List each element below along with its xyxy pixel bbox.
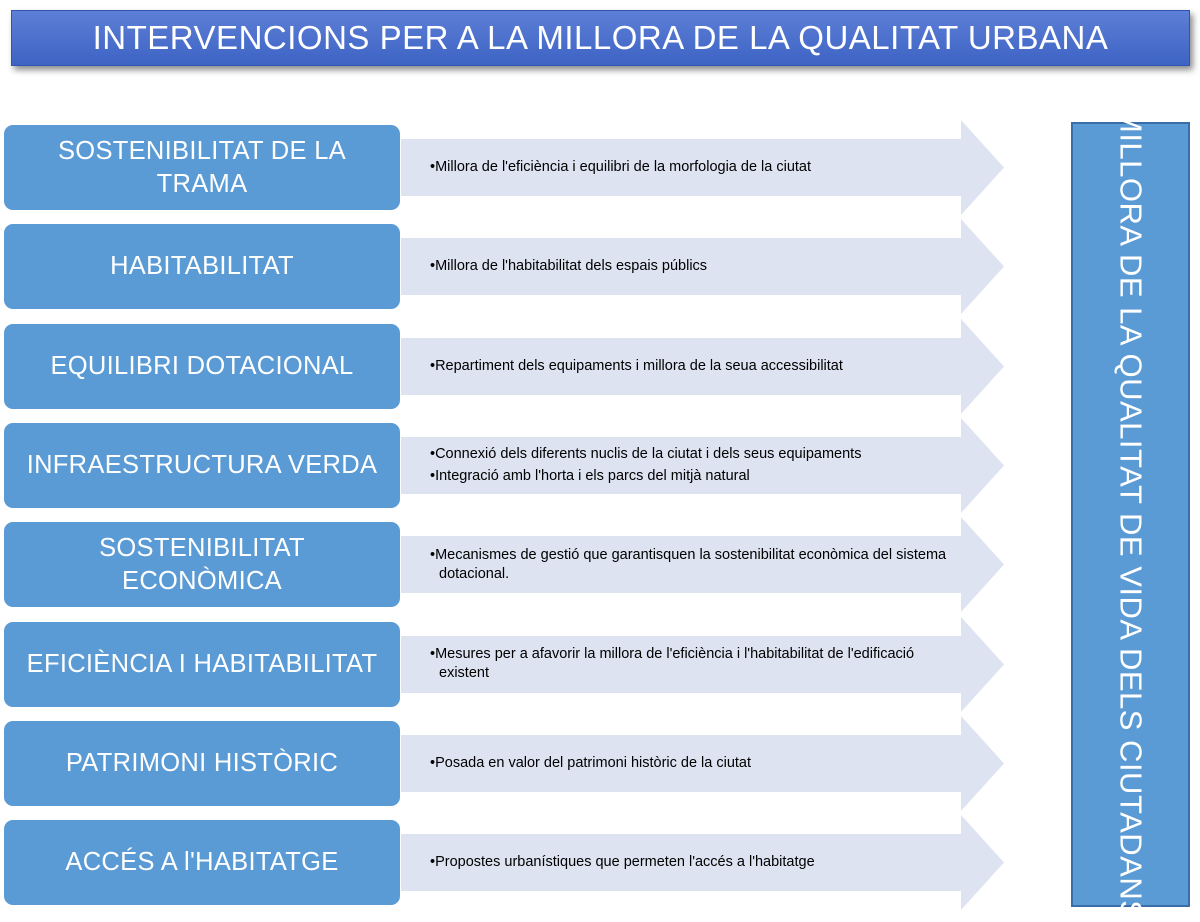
bullet-item: • Mecanismes de gestió que garantisquen la sostenibilitat econòmica del sistema dotacional.	[430, 546, 950, 584]
bullet-list	[430, 617, 950, 712]
bullet-item: • Mesures per a afavorir la millora de l'eficiència i l'habitabilitat de l'edificació existent	[430, 645, 950, 683]
category-box: PATRIMONI HISTÒRIC	[3, 720, 401, 807]
category-box: EFICIÈNCIA I HABITABILITAT	[3, 621, 401, 708]
bullet-list	[430, 815, 950, 910]
bullet-list	[430, 319, 950, 414]
bullet-list	[430, 517, 950, 612]
intervention-row	[0, 120, 1010, 215]
bullet-item: • Propostes urbanístiques que permeten l'accés a l'habitatge	[430, 853, 950, 872]
intervention-row	[0, 319, 1010, 414]
category-box: SOSTENIBILITAT DE LA TRAMA	[3, 124, 401, 211]
bullet-item: • Connexió dels diferents nuclis de la ciutat i dels seus equipaments	[430, 445, 950, 464]
category-box: SOSTENIBILITAT ECONÒMICA	[3, 521, 401, 608]
bullet-item: • Posada en valor del patrimoni històric de la ciutat	[430, 754, 950, 773]
intervention-row	[0, 517, 1010, 612]
bullet-item: • Integració amb l'horta i els parcs del mitjà natural	[430, 467, 950, 486]
outcome-box	[1071, 107, 1190, 922]
category-box: INFRAESTRUCTURA VERDA	[3, 422, 401, 509]
intervention-row	[0, 617, 1010, 712]
category-box: ACCÉS A l'HABITATGE	[3, 819, 401, 906]
bullet-item: • Millora de l'eficiència i equilibri de la morfologia de la ciutat	[430, 158, 950, 177]
category-box: HABITABILITAT	[3, 223, 401, 310]
diagram-title: INTERVENCIONS PER A LA MILLORA DE LA QUALITAT URBANA	[11, 10, 1190, 66]
bullet-item: • Repartiment dels equipaments i millora de la seua accessibilitat	[430, 357, 950, 376]
bullet-item: • Millora de l'habitabilitat dels espais públics	[430, 257, 950, 276]
bullet-list	[430, 120, 950, 215]
intervention-row	[0, 418, 1010, 513]
outcome-label: MILLORA DE LA QUALITAT DE VIDA DELS CIUTADANS	[1113, 107, 1149, 922]
intervention-row	[0, 219, 1010, 314]
bullet-list	[430, 418, 950, 513]
bullet-list	[430, 219, 950, 314]
bullet-list	[430, 716, 950, 811]
intervention-row	[0, 815, 1010, 910]
intervention-row	[0, 716, 1010, 811]
category-box: EQUILIBRI DOTACIONAL	[3, 323, 401, 410]
